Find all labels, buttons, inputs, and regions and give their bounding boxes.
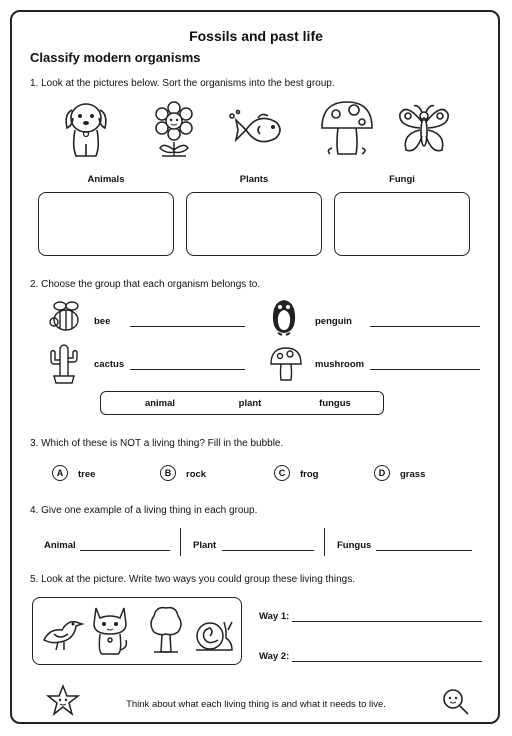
question-4-text: 4. Give one example of a living thing in each group. <box>30 505 258 516</box>
way-1-label: Way 1: <box>259 611 290 622</box>
q4-plant-label: Plant <box>193 540 217 551</box>
q4-fungus-answer-line[interactable] <box>376 550 472 551</box>
page-title: Fossils and past life <box>189 28 323 44</box>
fungi-answer-box[interactable] <box>334 192 470 256</box>
question-1-text: 1. Look at the pictures below. Sort the organisms into the best group. <box>30 78 335 89</box>
q2-item-cactus-label: cactus <box>94 359 125 370</box>
tree-icon <box>146 604 186 656</box>
magnifier-icon <box>440 686 472 718</box>
option-c-bubble[interactable]: C <box>274 465 290 481</box>
q4-animal-answer-line[interactable] <box>80 550 170 551</box>
q2-item-mushroom-label: mushroom <box>315 359 365 370</box>
option-a-bubble[interactable]: A <box>52 465 68 481</box>
option-b-bubble[interactable]: B <box>160 465 176 481</box>
question-2-text: 2. Choose the group that each organism belongs to. <box>30 279 261 290</box>
group-label-plants: Plants <box>239 174 269 185</box>
cactus-icon <box>48 342 80 384</box>
group-label-animals: Animals <box>87 174 125 185</box>
bird-icon <box>40 610 84 654</box>
option-d-bubble[interactable]: D <box>374 465 390 481</box>
group-label-fungi: Fungi <box>389 174 415 185</box>
word-bank-fungus: fungus <box>319 398 351 409</box>
option-d-label: grass <box>400 469 426 480</box>
word-bank-plant: plant <box>238 398 262 409</box>
divider <box>324 528 325 556</box>
q2-item-bee-label: bee <box>94 316 111 327</box>
way-1-answer-line[interactable] <box>292 621 482 622</box>
butterfly-icon <box>396 100 452 160</box>
word-bank-animal: animal <box>144 398 176 409</box>
option-b-label: rock <box>186 469 207 480</box>
fish-icon <box>228 108 290 152</box>
question-5-text: 5. Look at the picture. Write two ways you could group these living things. <box>30 574 355 585</box>
animals-answer-box[interactable] <box>38 192 174 256</box>
bee-icon <box>48 300 84 334</box>
way-2-label: Way 2: <box>259 651 290 662</box>
q2-penguin-answer-line[interactable] <box>370 326 480 327</box>
flower-icon <box>150 100 198 160</box>
q4-fungus-label: Fungus <box>337 540 372 551</box>
mushroom-icon <box>268 346 304 382</box>
q2-mushroom-answer-line[interactable] <box>370 369 480 370</box>
q4-animal-label: Animal <box>44 540 76 551</box>
q2-item-penguin-label: penguin <box>315 316 352 327</box>
dog-icon <box>60 98 112 160</box>
plants-answer-box[interactable] <box>186 192 322 256</box>
q4-plant-answer-line[interactable] <box>222 550 314 551</box>
question-3-text: 3. Which of these is NOT a living thing? Fill in the bubble. <box>30 438 284 449</box>
way-2-answer-line[interactable] <box>292 661 482 662</box>
penguin-icon <box>268 298 300 336</box>
q2-bee-answer-line[interactable] <box>130 326 245 327</box>
footer-tip: Think about what each living thing is and what it needs to live. <box>126 699 386 710</box>
cat-icon <box>90 604 130 656</box>
q2-cactus-answer-line[interactable] <box>130 369 245 370</box>
option-c-label: frog <box>300 469 319 480</box>
section-subtitle: Classify modern organisms <box>30 50 201 65</box>
option-a-label: tree <box>78 469 96 480</box>
snail-icon <box>192 616 236 656</box>
mushroom-icon <box>318 98 376 160</box>
divider <box>180 528 181 556</box>
